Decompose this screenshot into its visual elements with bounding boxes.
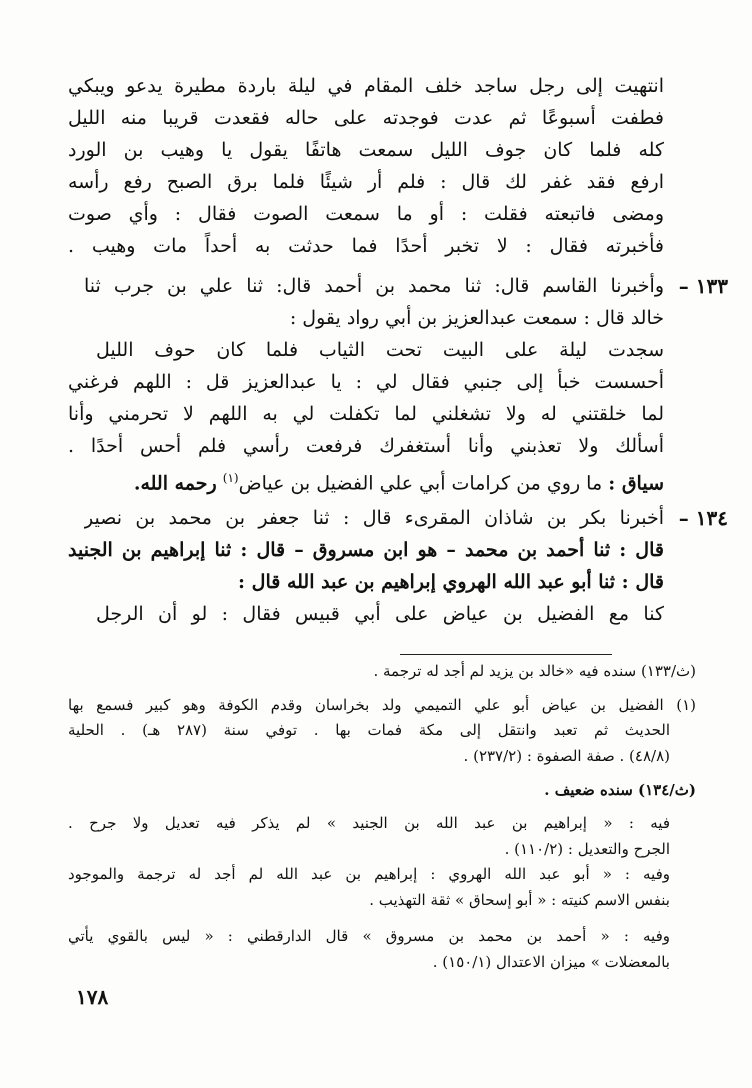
text-line: قال : ثنا أبو عبد الله الهروي إبراهيم بن عبد الله قال : <box>238 571 664 593</box>
footnote-line: (ث/١٣٤) سنده ضعيف . <box>544 781 696 799</box>
text-line: كنا مع الفضيل بن عياض على أبي قبيس فقال : لو أن الرجل <box>96 603 664 625</box>
text-line: سجدت ليلة على البيت تحت الثياب فلما كان حوف الليل <box>96 339 664 361</box>
page-number: ١٧٨ <box>76 985 109 1009</box>
narration-number-133: ١٣٣ – <box>678 274 728 298</box>
text-line: أحسست خبأ إلى جنبي فقال لي : يا عبدالعزيز قل : اللهم فرغني <box>68 371 664 393</box>
text-line: فطفت أسبوعًا ثم عدت فوجدته على حاله فقعدت قريبا منه الليل <box>68 107 664 129</box>
footnote-separator <box>400 654 612 655</box>
text-line: ارفع فقد غفر لك قال : فلم أر شيئًا فلما برق الصبح رفع رأسه <box>68 171 664 193</box>
footnote-line: (٤٨/٨) . صفة الصفوة : (٢٣٧/٢) . <box>463 747 670 765</box>
text-line: أخبرنا بكر بن شاذان المقرىء قال : ثنا جعفر بن محمد بن نصير <box>84 507 664 529</box>
text-line: قال : ثنا أحمد بن محمد – هو ابن مسروق – قال : ثنا إبراهيم بن الجنيد <box>68 539 664 561</box>
footnote-line: (ث/١٣٣) سنده فيه «خالد بن يزيد لم أجد له ترجمة . <box>373 662 696 680</box>
siyaq-heading <box>68 464 664 497</box>
footnote-line: وفيه : « أبو عبد الله الهروي : إبراهيم بن عبد الله لم أجد له ترجمة والموجود <box>68 865 670 883</box>
siyaq-end: رحمه الله. <box>133 472 217 495</box>
text-line: أسألك ولا تعذبني وأنا أستغفرك فرفعت رأسي فلم أحس أحدًا . <box>68 435 664 457</box>
text-line: وأخبرنا القاسم قال: ثنا محمد بن أحمد قال: ثنا علي بن جرب ثنا <box>84 275 664 297</box>
footnote-line: (١) الفضيل بن عياض أبو علي التميمي ولد بخراسان وقدم الكوفة وهو كبير فسمع بها <box>68 696 696 714</box>
siyaq-text: ما روي من كرامات أبي علي الفضيل بن عياض <box>238 472 603 495</box>
text-line: خالد قال : سمعت عبدالعزيز بن أبي رواد يقول : <box>289 307 664 329</box>
siyaq-label: سياق : <box>608 472 664 495</box>
footnote-mark: (١) <box>222 471 239 485</box>
footnote-line: الجرح والتعديل : (١١٠/٢) . <box>504 840 670 858</box>
narration-number-134: ١٣٤ – <box>678 506 728 530</box>
text-line: انتهيت إلى رجل ساجد خلف المقام في ليلة باردة مطيرة يدعو ويبكي <box>68 75 664 97</box>
text-line: ومضى فاتبعته فقلت : أو ما سمعت الصوت فقال : وأي صوت <box>68 203 664 225</box>
footnote-line: بالمعضلات » ميزان الاعتدال (١٥٠/١) . <box>432 953 670 971</box>
footnote-line: فيه : « إبراهيم بن عبد الله بن الجنيد » لم يذكر فيه تعديل ولا جرح . <box>68 814 670 832</box>
text-line: لما خلقتني له ولا تشغلني لما تكفلت لي به اللهم لا تحرمني وأنا <box>68 403 664 425</box>
footnote-line: وفيه : « أحمد بن محمد بن مسروق » قال الدارقطني : « ليس بالقوي يأتي <box>68 927 670 945</box>
text-line: كله فلما كان جوف الليل سمعت هاتفًا يقول يا وهيب بن الورد <box>68 139 664 161</box>
text-line: فأخبرته فقال : لا تخبر أحدًا فما حدثت به أحداً مات وهيب . <box>68 235 664 257</box>
footnote-line: الحديث ثم تعبد وانتقل إلى مكة فمات بها . توفي سنة (٢٨٧ هـ) . الحلية <box>68 721 670 739</box>
footnote-line: بنفس الاسم كنيته : « أبو إسحاق » ثقة التهذيب . <box>369 891 670 909</box>
